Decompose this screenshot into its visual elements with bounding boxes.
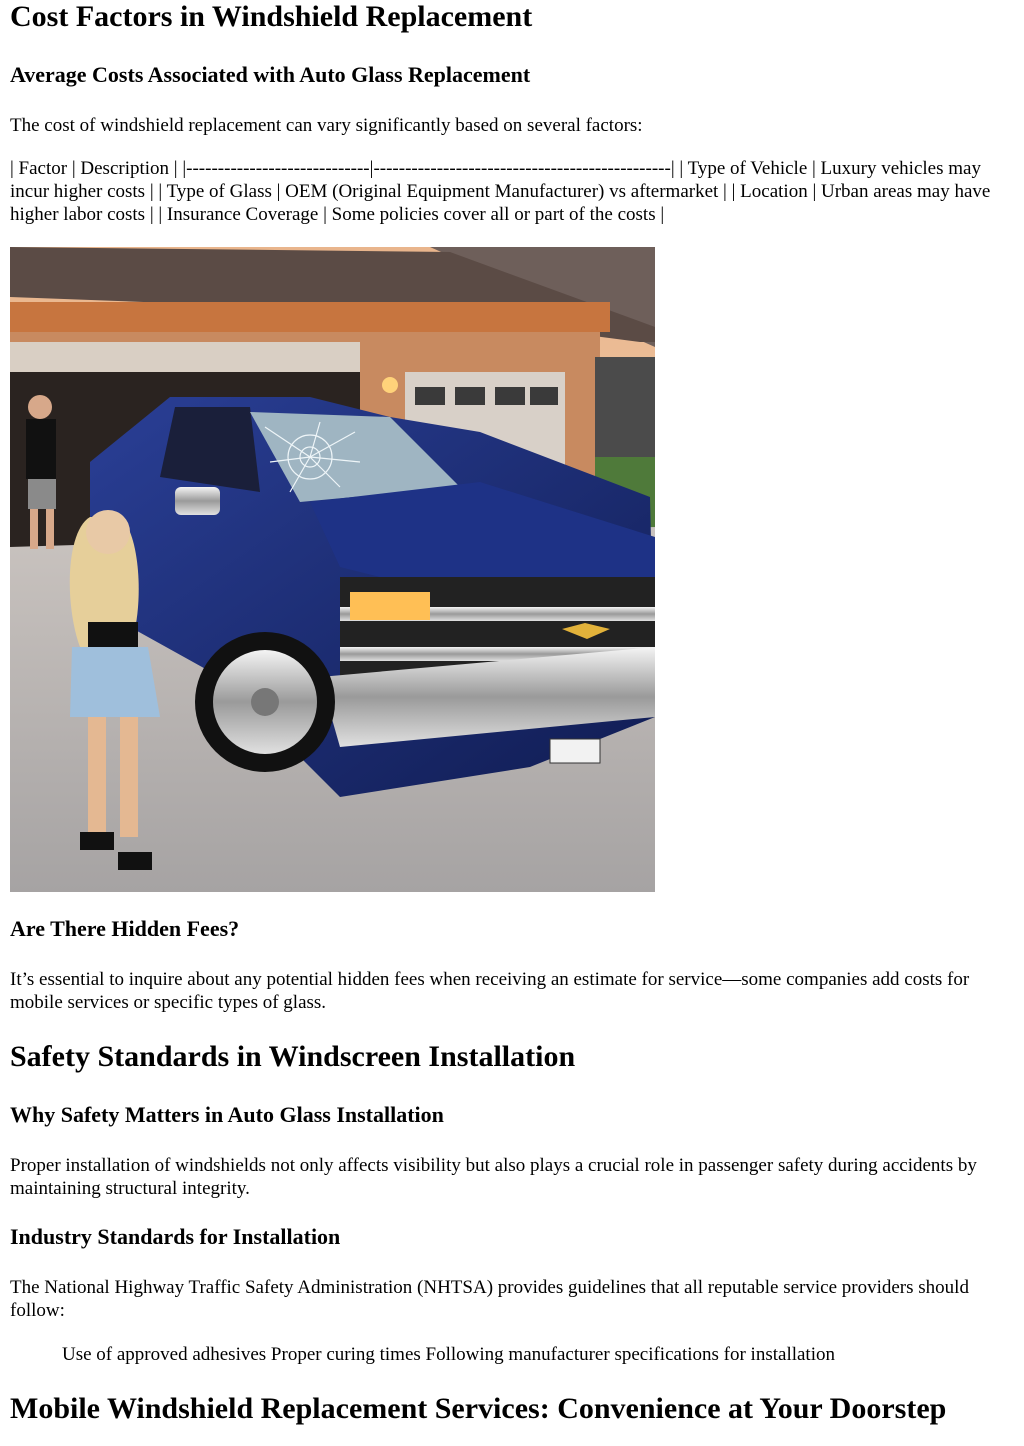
side-mirror bbox=[175, 487, 220, 515]
damaged-truck-photo bbox=[10, 247, 655, 892]
factor-table-text: | Factor | Description | |-----------------------------|-----------------------------------------------| | Type of Vehicle | Luxury vehicles may incur higher costs | | Type of Glass | OEM (Original Equipment Manufacturer) vs aftermarket | | Location | Urban areas may have higher labor costs | | Insurance Coverage | Some policies cover all or part of the costs | bbox=[10, 158, 991, 225]
heading-industry-standards: Industry Standards for Installation bbox=[10, 1224, 341, 1249]
license-plate bbox=[550, 739, 600, 763]
section-title-safety-standards: Safety Standards in Windscreen Installation bbox=[10, 1040, 576, 1073]
heading-why-safety-matters: Why Safety Matters in Auto Glass Installation bbox=[10, 1102, 444, 1127]
fascia bbox=[10, 302, 610, 332]
neighbor-house bbox=[595, 357, 655, 467]
section-title-mobile-replacement: Mobile Windshield Replacement Services: Convenience at Your Doorstep bbox=[10, 1392, 947, 1425]
paragraph-why-safety-matters: Proper installation of windshields not only affects visibility but also plays a crucial role in passenger safety during accidents by maintaining structural integrity. bbox=[10, 1155, 977, 1199]
paragraph-average-costs-intro: The cost of windshield replacement can vary significantly based on several factors: bbox=[10, 115, 643, 136]
paragraph-industry-standards: The National Highway Traffic Safety Administration (NHTSA) provides guidelines that all reputable service providers should follow: bbox=[10, 1277, 969, 1321]
heading-hidden-fees: Are There Hidden Fees? bbox=[10, 916, 240, 941]
porch-light bbox=[382, 377, 398, 393]
side-window bbox=[160, 407, 260, 492]
headlight bbox=[350, 592, 430, 620]
heading-average-costs: Average Costs Associated with Auto Glass Replacement bbox=[10, 62, 531, 87]
denim-shorts bbox=[70, 647, 160, 717]
industry-standards-list: Use of approved adhesives Proper curing times Following manufacturer specifications for installation bbox=[62, 1344, 835, 1365]
section-title-cost-factors: Cost Factors in Windshield Replacement bbox=[10, 0, 533, 33]
paragraph-hidden-fees: It’s essential to inquire about any potential hidden fees when receiving an estimate for service—some companies add costs for mobile services or specific types of glass. bbox=[10, 969, 970, 1013]
